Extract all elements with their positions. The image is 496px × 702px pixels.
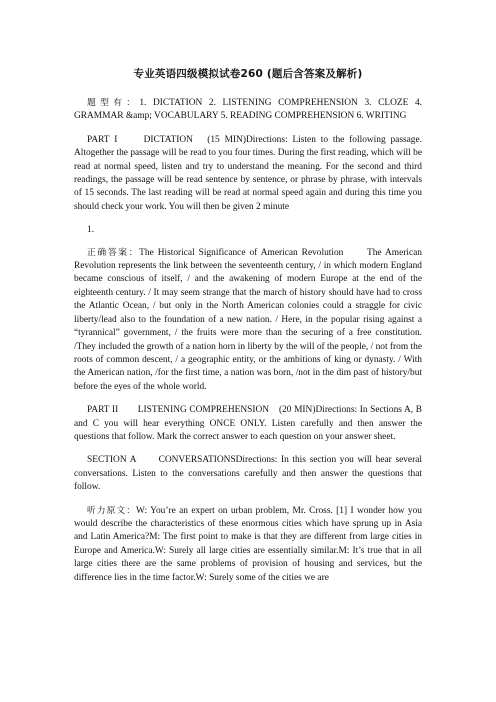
document-title: 专业英语四级模拟试卷260 (题后含答案及解析) <box>133 68 363 80</box>
question-types-label: 题型有： <box>87 98 140 108</box>
transcript-label: 听力原文： <box>87 505 137 516</box>
transcript-paragraph <box>74 505 422 585</box>
question-number: 1. <box>87 225 95 236</box>
section-a-directions: SECTION A CONVERSATIONSDirections: In this section you will hear several conversations. Listen to the conversations carefully and then answer the questions that follow. <box>74 455 422 493</box>
part1-directions: PART I DICTATION (15 MIN)Directions: Listen to the following passage. Altogether the passage will be read to you four times. During the first reading, which will be read at normal speed, listen and try to understand the meaning. For the second and third readings, the passage will be read sentence by sentence, or phrase by phrase, with intervals of 15 seconds. The last reading will be read at normal speed again and during this time you should check your work. You will then be given 2 minute <box>74 134 422 212</box>
answer-paragraph <box>74 247 422 394</box>
question-types-text: 1. DICTATION 2. LISTENING COMPREHENSION 3. CLOZE 4. GRAMMAR &amp; VOCABULARY 5. READING COMPREHENSION 6. WRITING <box>74 98 422 122</box>
part2-directions: PART II LISTENING COMPREHENSION (20 MIN)Directions: In Sections A, B and C you will hear everything ONCE ONLY. Listen carefully and then answer the questions that follow. Mark the correct answer to each question on your answer sheet. <box>74 405 422 442</box>
question-types-paragraph <box>74 97 422 124</box>
answer-text: The Historical Significance of American Revolution The American Revolution represents the link between the seventeenth century, / in which modern England became conscious of itself, / and the awakening of modern Europe at the end of the eighteenth century. / It may seem strange that the march of history should have had to cross the Atlantic Ocean, / but only in the North American colonies could a straggle for civic liberty/lead also to the foundation of a new nation. / Here, in the popular rising against a “tyrannical” government, / the fruits were more than the securing of a free constitution. /They included the growth of a nation horn in liberty by the will of the people, / not from the roots of common descent, / a geographic entity, or the ambitions of king or dynasty. / With the American nation, /for the first time, a nation was born, /not in the dim past of history/but before the eyes of the whole world. <box>74 247 422 392</box>
document-body <box>74 97 422 595</box>
answer-label: 正确答案： <box>87 247 140 258</box>
transcript-text: W: You’re an expert on urban problem, Mr. Cross. [1] I wonder how you would describe the characteristics of these enormous cities which have sprung up in Asia and Latin America?M: The first point to make is that they are different from large cities in Europe and America.W: Surely all large cities are essentially similar.M: It’s true that in all large cities there are the same problems of provision of housing and services, but the difference lies in the time factor.W: Surely some of the cities we are <box>74 505 422 583</box>
